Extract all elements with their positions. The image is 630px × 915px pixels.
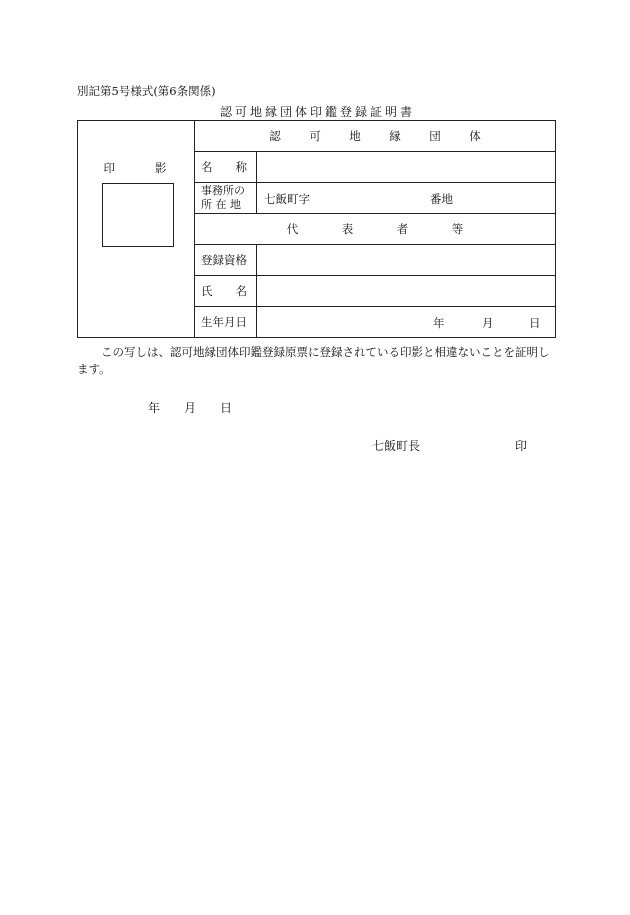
person-name-field[interactable]: [257, 276, 556, 307]
date-of-birth-label: 生年月日: [195, 307, 257, 338]
org-name-field[interactable]: [257, 152, 556, 183]
seal-impression-box: [102, 183, 174, 247]
office-address-field[interactable]: [257, 183, 556, 214]
seal-impression-cell: [78, 121, 195, 338]
date-of-birth-field[interactable]: [257, 307, 556, 338]
seal-mark: 印: [515, 439, 528, 453]
dob-month: 月: [482, 316, 494, 330]
person-name-label: 氏 名: [195, 276, 257, 307]
org-name-label: 名 称: [195, 152, 257, 183]
org-section-header: 認 可 地 縁 団 体: [195, 121, 556, 152]
certificate-table: [77, 120, 556, 338]
seal-impression-label: 印 影: [103, 161, 169, 175]
office-address-label: 事務所の 所 在 地: [195, 183, 257, 214]
issue-date: 年 月 日: [148, 401, 233, 415]
dob-year: 年: [433, 316, 445, 330]
document-title: 認可地縁団体印鑑登録証明書: [220, 105, 416, 119]
address-town: 七飯町字: [264, 192, 310, 206]
form-label: 別記第5号様式(第6条関係): [77, 84, 216, 98]
qualification-label: 登録資格: [195, 245, 257, 276]
qualification-field[interactable]: [257, 245, 556, 276]
dob-day: 日: [529, 316, 541, 330]
certification-text: この写しは、認可地縁団体印鑑登録原票に登録されている印影と相違ないことを証明します。: [77, 345, 550, 376]
issuer-name: 七飯町長: [372, 439, 421, 453]
representative-section-header: 代 表 者 等: [195, 214, 556, 245]
address-suffix: 番地: [430, 192, 453, 206]
